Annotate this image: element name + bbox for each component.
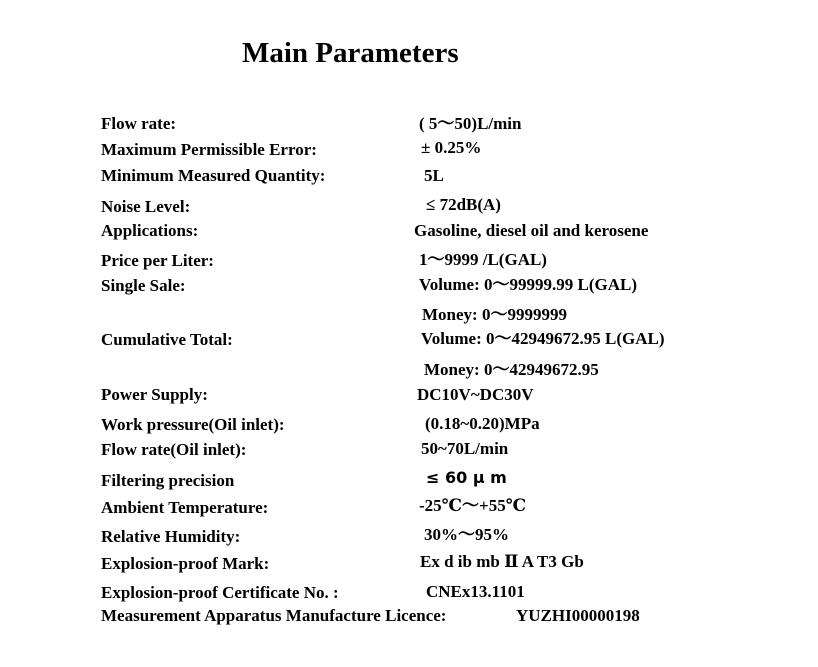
- param-label-ambient-temperature: Ambient Temperature:: [101, 498, 269, 517]
- param-value-cumulative-total-volume: Volume: 0～42949672.95 L(GAL): [421, 329, 665, 348]
- param-label-noise-level: Noise Level:: [101, 197, 191, 216]
- param-label-filtering-precision: Filtering precision: [101, 471, 235, 490]
- param-label-max-permissible-error: Maximum Permissible Error:: [101, 140, 317, 159]
- param-label-applications: Applications:: [101, 221, 199, 240]
- param-value-cumulative-total-money: Money: 0～42949672.95: [424, 360, 599, 379]
- param-label-flow-rate-oil-inlet: Flow rate(Oil inlet):: [101, 440, 247, 459]
- param-value-max-permissible-error: ± 0.25%: [421, 138, 482, 157]
- param-value-filtering-precision: ≤ 60 μ m: [426, 468, 507, 487]
- param-value-work-pressure: (0.18~0.20)MPa: [425, 414, 540, 433]
- param-label-manufacture-licence: Measurement Apparatus Manufacture Licence:: [101, 606, 447, 625]
- param-value-applications: Gasoline, diesel oil and kerosene: [414, 221, 649, 240]
- param-label-work-pressure: Work pressure(Oil inlet):: [101, 415, 285, 434]
- param-value-single-sale-volume: Volume: 0～99999.99 L(GAL): [419, 275, 638, 294]
- param-value-min-measured-quantity: 5L: [424, 166, 444, 185]
- param-value-flow-rate-oil-inlet: 50~70L/min: [421, 439, 509, 458]
- param-value-single-sale-money: Money: 0～9999999: [422, 305, 567, 324]
- param-value-explosion-proof-mark: Ex d ib mb Ⅱ A T3 Gb: [420, 552, 584, 571]
- param-value-noise-level: ≤ 72dB(A): [426, 195, 501, 214]
- param-label-single-sale: Single Sale:: [101, 276, 186, 295]
- param-label-price-per-liter: Price per Liter:: [101, 251, 214, 270]
- param-label-power-supply: Power Supply:: [101, 385, 208, 404]
- param-label-explosion-proof-mark: Explosion-proof Mark:: [101, 554, 270, 573]
- page-title: Main Parameters: [242, 37, 459, 69]
- param-label-cumulative-total: Cumulative Total:: [101, 330, 233, 349]
- param-value-price-per-liter: 1～9999 /L(GAL): [419, 250, 547, 269]
- param-value-relative-humidity: 30%～95%: [424, 525, 509, 544]
- param-label-explosion-proof-certificate: Explosion-proof Certificate No. :: [101, 583, 339, 602]
- param-value-power-supply: DC10V~DC30V: [417, 385, 534, 404]
- param-value-ambient-temperature: -25℃～+55℃: [419, 496, 527, 515]
- param-label-flow-rate: Flow rate:: [101, 114, 177, 133]
- param-value-flow-rate: ( 5～50)L/min: [419, 114, 522, 133]
- param-value-manufacture-licence: YUZHI00000198: [516, 606, 640, 625]
- param-label-min-measured-quantity: Minimum Measured Quantity:: [101, 166, 326, 185]
- param-value-explosion-proof-certificate: CNEx13.1101: [426, 582, 525, 601]
- param-label-relative-humidity: Relative Humidity:: [101, 527, 241, 546]
